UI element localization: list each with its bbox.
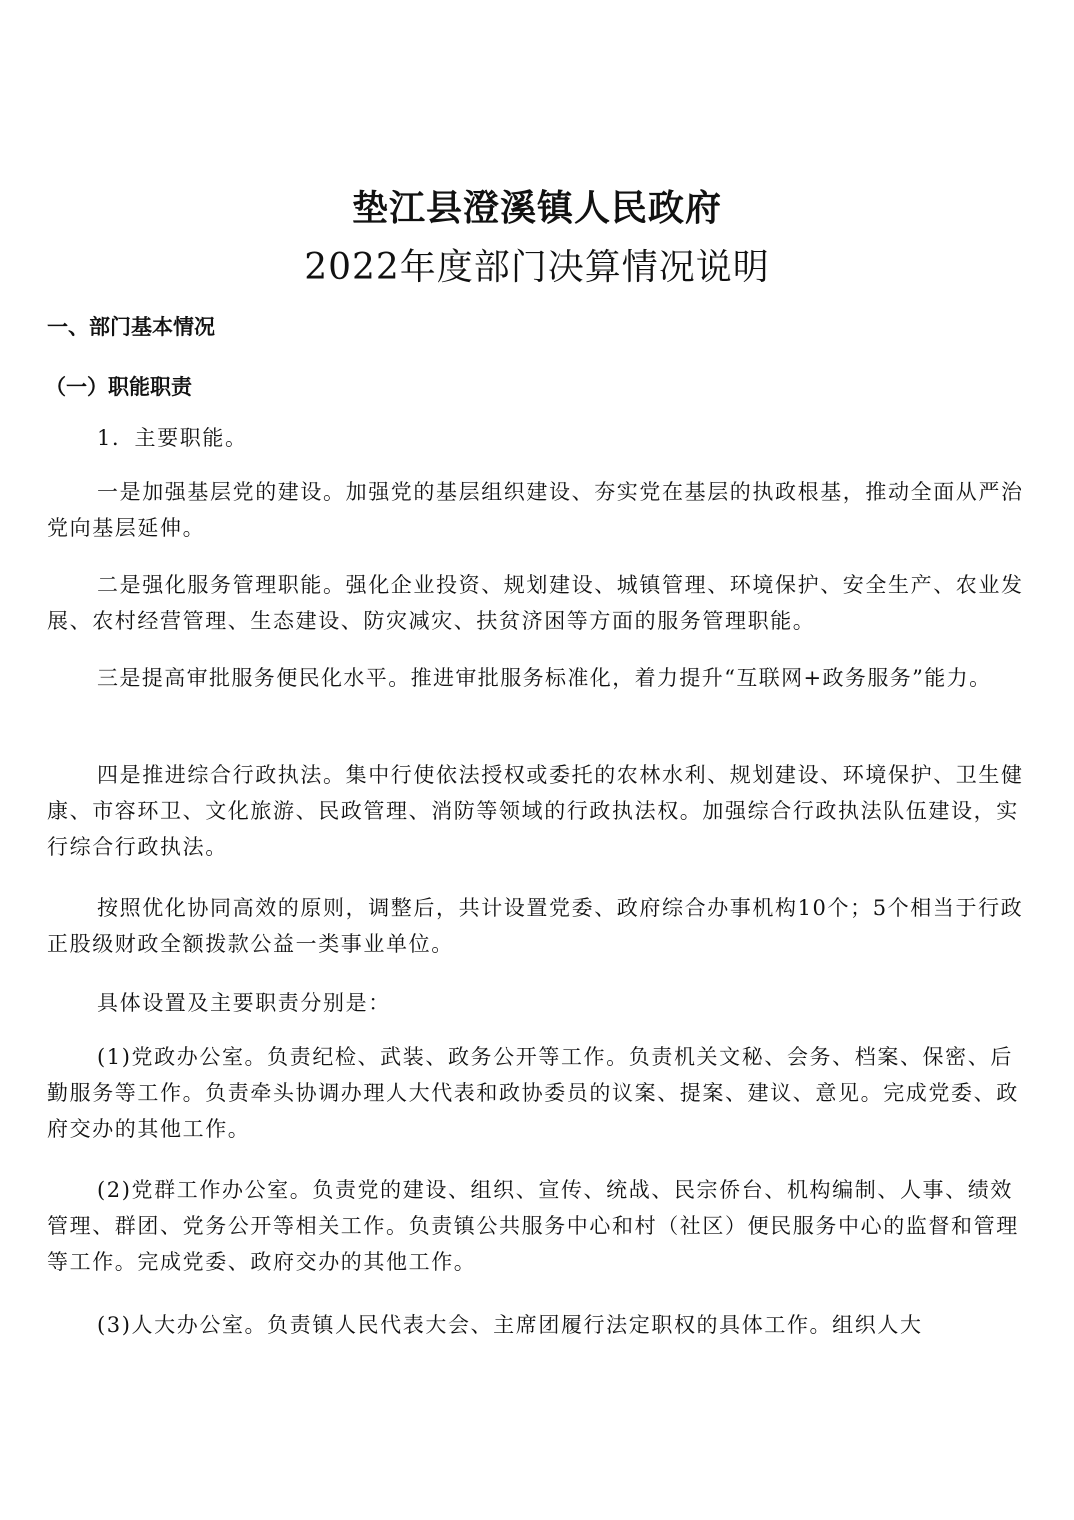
subsection-heading: （一）职能职责 bbox=[45, 374, 192, 399]
section-heading: 一、部门基本情况 bbox=[47, 314, 215, 339]
paragraph-6: 具体设置及主要职责分别是： bbox=[97, 991, 391, 1015]
paragraph-4: 四是推进综合行政执法。集中行使依法授权或委托的农林水利、规划建设、环境保护、卫生健康、市容环卫、文化旅游、民政管理、消防等领域的行政执法权。加强综合行政执法队伍建设，实行综合行政执法。 bbox=[47, 763, 1024, 859]
paragraph-9: (3)人大办公室。负责镇人民代表大会、主席团履行法定职权的具体工作。组织人大 bbox=[97, 1313, 923, 1337]
document-title-line1: 垫江县澄溪镇人民政府 bbox=[351, 187, 722, 229]
paragraph-7: (1)党政办公室。负责纪检、武装、政务公开等工作。负责机关文秘、会务、档案、保密、后勤服务等工作。负责牵头协调办理人大代表和政协委员的议案、提案、建议、意见。完成党委、政府交办的其他工作。 bbox=[47, 1045, 1019, 1141]
item-label: 1．主要职能。 bbox=[97, 426, 248, 450]
paragraph-1: 一是加强基层党的建设。加强党的基层组织建设、夯实党在基层的执政根基，推动全面从严治党向基层延伸。 bbox=[47, 480, 1024, 540]
paragraph-8: (2)党群工作办公室。负责党的建设、组织、宣传、统战、民宗侨台、机构编制、人事、绩效管理、群团、党务公开等相关工作。负责镇公共服务中心和村（社区）便民服务中心的监督和管理等工作。完成党委、政府交办的其他工作。 bbox=[47, 1178, 1019, 1274]
paragraph-3: 三是提高审批服务便民化水平。推进审批服务标准化，着力提升“互联网+政务服务”能力。 bbox=[97, 666, 992, 690]
paragraph-5: 按照优化协同高效的原则，调整后，共计设置党委、政府综合办事机构10个；5个相当于行政正股级财政全额拨款公益一类事业单位。 bbox=[47, 896, 1024, 956]
paragraph-2: 二是强化服务管理职能。强化企业投资、规划建设、城镇管理、环境保护、安全生产、农业发展、农村经营管理、生态建设、防灾减灾、扶贫济困等方面的服务管理职能。 bbox=[47, 573, 1024, 633]
document-title-line2: 2022年度部门决算情况说明 bbox=[304, 247, 770, 288]
